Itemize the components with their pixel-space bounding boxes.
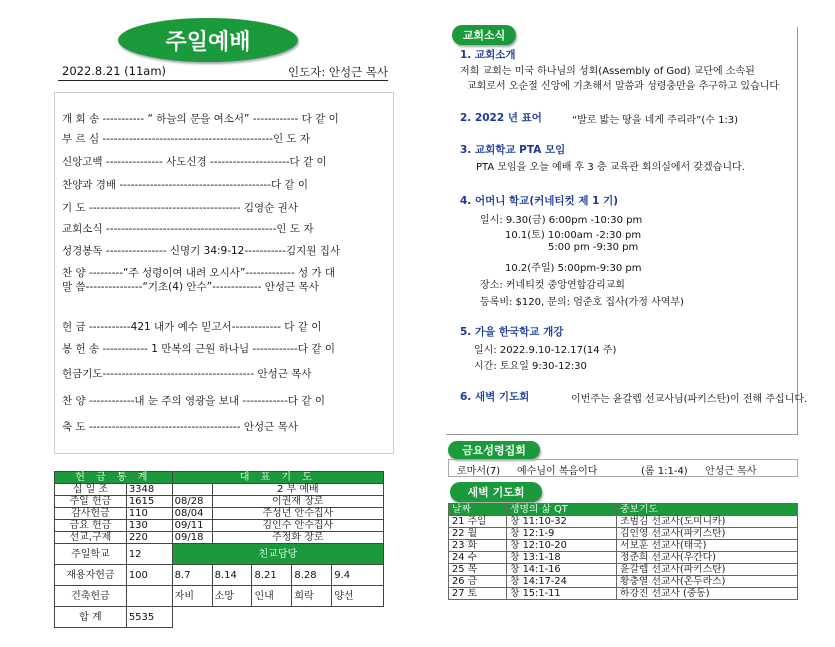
prayer-date: 08/28 bbox=[172, 496, 212, 508]
prayer-date: 09/11 bbox=[172, 520, 212, 532]
order-item: 성경봉독 ---------------- 신명기 34:9-12-----------김지원 집사 bbox=[62, 245, 341, 257]
day-cell: 27 토 bbox=[449, 588, 507, 600]
fellowship-group: 인내 bbox=[252, 586, 292, 607]
column-header: 중보기도 bbox=[617, 504, 798, 516]
order-item: 축 도 ---------------------------------------- 안성근 목사 bbox=[62, 421, 298, 433]
column-header: 날짜 bbox=[449, 504, 507, 516]
news-item-text: “발로 밟는 땅을 네게 주리라”(수 1:3) bbox=[572, 115, 739, 126]
table-row bbox=[449, 516, 798, 528]
order-item: 신앙고백 --------------- 사도신경 ---------------------다 같 이 bbox=[62, 156, 327, 168]
news-item-head: 1. 교회소개 bbox=[460, 49, 516, 61]
fellowship-header: 친교담당 bbox=[172, 544, 383, 565]
offering-label: 주일학교 bbox=[55, 544, 127, 565]
fellowship-date: 8.14 bbox=[212, 565, 252, 586]
prayer-name: 주성년 안수집사 bbox=[212, 508, 383, 520]
total-amount: 5535 bbox=[126, 607, 172, 628]
table-row bbox=[449, 552, 798, 564]
friday-book: 로마서(7) bbox=[457, 466, 501, 477]
offering-label: 감사헌금 bbox=[55, 508, 127, 520]
news-item-head: 5. 가을 한국학교 개강 bbox=[460, 326, 564, 338]
table-row bbox=[55, 586, 384, 607]
prayer-name: 2 부 예배 bbox=[212, 484, 383, 496]
table-row bbox=[449, 528, 798, 540]
friday-service-row bbox=[448, 459, 798, 477]
qt-cell: 창 14:17-24 bbox=[507, 576, 617, 588]
prayer-header: 대 표 기 도 bbox=[172, 472, 383, 484]
header-divider bbox=[58, 80, 388, 81]
friday-speaker: 안성근 목사 bbox=[705, 466, 757, 477]
table-row bbox=[449, 588, 798, 600]
page-title: 주일예배 bbox=[118, 18, 298, 62]
day-cell: 26 금 bbox=[449, 576, 507, 588]
day-cell: 22 월 bbox=[449, 528, 507, 540]
prayer-date bbox=[172, 484, 212, 496]
column-header: 생명의 삶 QT bbox=[507, 504, 617, 516]
table-row bbox=[449, 564, 798, 576]
prayer-name: 김인수 안수집사 bbox=[212, 520, 383, 532]
fellowship-date: 8.21 bbox=[252, 565, 292, 586]
table-row bbox=[55, 520, 384, 532]
news-item-text: 10.2(주일) 5:00pm-9:30 pm bbox=[505, 263, 642, 274]
table-row bbox=[55, 544, 384, 565]
order-item: 말 씀---------------“기초(4) 안수”------------- 안성근 목사 bbox=[62, 281, 319, 293]
table-row bbox=[55, 496, 384, 508]
qt-cell: 창 12:1-9 bbox=[507, 528, 617, 540]
qt-cell: 창 14:1-16 bbox=[507, 564, 617, 576]
order-item: 찬 양 ---------“주 성령이여 내려 오시사”------------- 성 가 대 bbox=[62, 267, 336, 279]
news-item-text: 5:00 pm -9:30 pm bbox=[548, 242, 639, 253]
service-leader: 인도자: 안성근 목사 bbox=[288, 65, 389, 79]
news-tag: 교회소식 bbox=[452, 25, 516, 45]
day-cell: 23 화 bbox=[449, 540, 507, 552]
offering-label: 재용자헌금 bbox=[55, 565, 127, 586]
intercession-cell: 서보훈 선교사(태국) bbox=[617, 540, 798, 552]
news-item-text: 시간: 토요일 9:30-12:30 bbox=[474, 361, 587, 372]
day-cell: 25 목 bbox=[449, 564, 507, 576]
service-date: 2022.8.21 (11am) bbox=[62, 64, 167, 78]
fellowship-date: 8.28 bbox=[292, 565, 332, 586]
news-item-text: 이번주는 윤갈렙 선교사님(파키스탄)이 전해 주십니다. bbox=[571, 394, 808, 405]
fellowship-date: 9.4 bbox=[332, 565, 384, 586]
offering-amount: 130 bbox=[126, 520, 172, 532]
offering-label: 십 일 조 bbox=[55, 484, 127, 496]
order-item: 헌금기도---------------------------------------- 안성근 목사 bbox=[62, 368, 312, 380]
dawn-prayer-tag: 새벽 기도회 bbox=[450, 482, 542, 502]
fellowship-group: 희락 bbox=[292, 586, 332, 607]
offering-header: 헌 금 통 계 bbox=[55, 472, 173, 484]
news-item-text: 일시: 2022.9.10-12.17(14 주) bbox=[474, 345, 617, 356]
prayer-date: 09/18 bbox=[172, 532, 212, 544]
fellowship-group: 자비 bbox=[172, 586, 212, 607]
offering-amount bbox=[126, 586, 172, 607]
fellowship-date: 8.7 bbox=[172, 565, 212, 586]
friday-verse: (롬 1:1-4) bbox=[641, 466, 688, 477]
order-item: 찬양과 경배 ----------------------------------------다 같 이 bbox=[62, 179, 309, 191]
qt-cell: 창 13:1-18 bbox=[507, 552, 617, 564]
offering-amount: 110 bbox=[126, 508, 172, 520]
offering-label: 선교,구제 bbox=[55, 532, 127, 544]
news-item-head: 2. 2022 년 표어 bbox=[460, 112, 542, 124]
order-item: 찬 양 ------------내 눈 주의 영광을 보내 ------------다 같 이 bbox=[62, 395, 325, 407]
table-row bbox=[449, 540, 798, 552]
news-item-text: 등록비: $120, 문의: 엄준호 집사(가정 사역부) bbox=[480, 297, 684, 308]
news-item-text: 교회로서 오순절 신앙에 기초해서 말씀과 성령충만을 추구하고 있습니다 bbox=[467, 81, 780, 92]
fellowship-group: 소망 bbox=[212, 586, 252, 607]
offering-stats-table bbox=[54, 471, 384, 628]
order-item: 교회소식 ---------------------------------------------인 도 자 bbox=[62, 223, 314, 235]
qt-cell: 창 11:10-32 bbox=[507, 516, 617, 528]
news-item-head: 6. 새벽 기도회 bbox=[460, 391, 530, 403]
table-row bbox=[55, 532, 384, 544]
order-item: 헌 금 -----------421 내가 예수 믿고서------------- 다 같 이 bbox=[62, 321, 322, 333]
offering-amount: 3348 bbox=[126, 484, 172, 496]
table-row bbox=[55, 607, 384, 628]
order-item: 개 회 송 ----------- “ 하늘의 문을 여소서” ------------ 다 같 이 bbox=[62, 113, 339, 125]
prayer-name: 주정화 장로 bbox=[212, 532, 383, 544]
news-item-text: 10.1(토) 10:00am -2:30 pm bbox=[505, 230, 642, 241]
intercession-cell: 하강진 선교사 (중동) bbox=[617, 588, 798, 600]
table-row bbox=[55, 565, 384, 586]
qt-cell: 창 12:10-20 bbox=[507, 540, 617, 552]
prayer-name: 이권재 장로 bbox=[212, 496, 383, 508]
order-item: 봉 헌 송 ------------ 1 만복의 근원 하나님 ------------다 같 이 bbox=[62, 343, 335, 355]
table-row bbox=[449, 576, 798, 588]
order-item: 기 도 ---------------------------------------- 김영순 권사 bbox=[62, 202, 298, 214]
offering-amount: 1615 bbox=[126, 496, 172, 508]
offering-amount: 220 bbox=[126, 532, 172, 544]
fellowship-group: 양선 bbox=[332, 586, 384, 607]
news-item-text: 장소: 커네티컷 중앙연합감리교회 bbox=[480, 280, 625, 291]
offering-label: 건축헌금 bbox=[55, 586, 127, 607]
news-item-text: PTA 모임을 오늘 예배 후 3 층 교육관 회의실에서 갖겠습니다. bbox=[476, 162, 745, 173]
news-item-text: 일시: 9.30(금) 6:00pm -10:30 pm bbox=[480, 215, 643, 226]
news-item-head: 4. 어머니 학교(커네티컷 제 1 기) bbox=[460, 195, 619, 207]
offering-amount: 100 bbox=[126, 565, 172, 586]
order-item: 부 르 심 ---------------------------------------------인 도 자 bbox=[62, 133, 311, 145]
table-row bbox=[55, 508, 384, 520]
offering-label: 주일 헌금 bbox=[55, 496, 127, 508]
day-cell: 21 주일 bbox=[449, 516, 507, 528]
offering-amount: 12 bbox=[126, 544, 172, 565]
qt-cell: 창 15:1-11 bbox=[507, 588, 617, 600]
intercession-cell: 김인영 선교사(파키스탄) bbox=[617, 528, 798, 540]
total-label: 합 계 bbox=[55, 607, 127, 628]
intercession-cell: 윤갈렙 선교사(파키스탄) bbox=[617, 564, 798, 576]
day-cell: 24 수 bbox=[449, 552, 507, 564]
friday-title: 예수님이 복음이다 bbox=[517, 466, 598, 477]
intercession-cell: 조범김 선교사(도미니카) bbox=[617, 516, 798, 528]
dawn-prayer-table bbox=[448, 503, 798, 600]
friday-service-tag: 금요성령집회 bbox=[448, 441, 540, 459]
intercession-cell: 정준희 선교사(우간다) bbox=[617, 552, 798, 564]
intercession-cell: 황충열 선교사(온두라스) bbox=[617, 576, 798, 588]
offering-label: 금요 헌금 bbox=[55, 520, 127, 532]
table-row bbox=[55, 484, 384, 496]
news-item-text: 저희 교회는 미국 하나님의 성회(Assembly of God) 교단에 소속된 bbox=[460, 66, 755, 77]
prayer-date: 08/04 bbox=[172, 508, 212, 520]
news-item-head: 3. 교회학교 PTA 모임 bbox=[460, 144, 566, 156]
